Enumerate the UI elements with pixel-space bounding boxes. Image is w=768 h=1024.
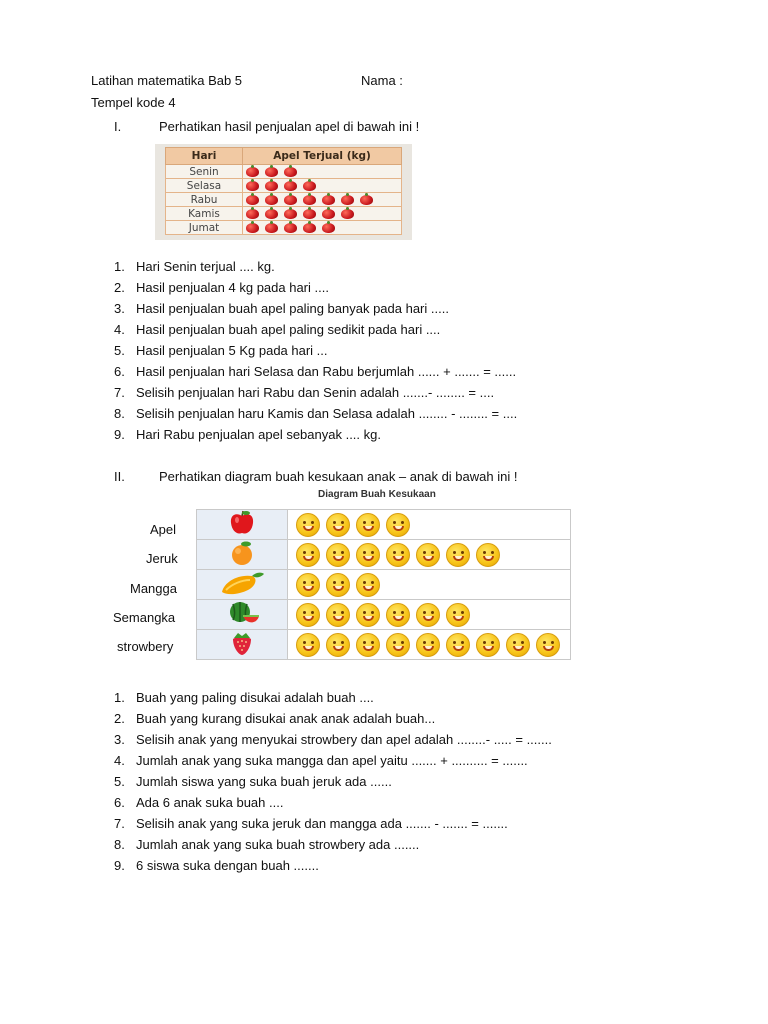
table-cell-day: Selasa <box>166 179 243 193</box>
fruit-label-apel: Apel <box>150 522 177 537</box>
strawberry-icon <box>228 630 256 659</box>
apple-icon <box>303 195 316 205</box>
section1-question-text: Hasil penjualan buah apel paling sedikit pada hari .... <box>136 322 441 337</box>
smiley-icon <box>296 603 320 627</box>
fruit-label-jeruk: Jeruk <box>146 551 178 567</box>
section2-question-text: Selisih anak yang suka jeruk dan mangga ada ....... - ....... = ....... <box>136 816 508 831</box>
apple-icon <box>284 181 297 191</box>
fruit-cell <box>197 570 288 600</box>
section1-question-text: Selisih penjualan haru Kamis dan Selasa adalah ........ - ........ = .... <box>136 406 518 421</box>
smiley-icon <box>506 633 530 657</box>
smiley-icon <box>416 543 440 567</box>
pictogram-row <box>197 630 571 660</box>
smiley-icon <box>356 603 380 627</box>
mango-icon <box>218 570 266 599</box>
pictogram-row <box>197 510 571 540</box>
smiley-icon <box>326 543 350 567</box>
fruit-cell <box>197 540 288 570</box>
code-line: Tempel kode 4 <box>91 95 176 110</box>
section2-question-number: 3. <box>114 732 125 747</box>
fruit-pictogram <box>196 509 571 660</box>
smiley-icon <box>356 633 380 657</box>
section1-question-number: 6. <box>114 364 125 379</box>
section1-question-text: Hasil penjualan 5 Kg pada hari ... <box>136 343 328 358</box>
fruit-cell <box>197 630 288 660</box>
apple-icon <box>322 195 335 205</box>
section1-question-number: 1. <box>114 259 125 274</box>
table-header-apples: Apel Terjual (kg) <box>243 148 402 165</box>
fruit-label-strowbery: strowbery <box>117 639 174 655</box>
section2-question-number: 4. <box>114 753 125 768</box>
smiley-cell <box>288 540 571 570</box>
section1-question-text: Hasil penjualan 4 kg pada hari .... <box>136 280 329 295</box>
table-cell-day: Kamis <box>166 207 243 221</box>
apple-icon <box>246 167 259 177</box>
name-label: Nama : <box>361 73 403 88</box>
smiley-icon <box>356 543 380 567</box>
section2-question-number: 1. <box>114 690 125 705</box>
fruit-cell <box>197 600 288 630</box>
section1-question-text: Hari Senin terjual .... kg. <box>136 259 275 274</box>
apple-icon <box>303 181 316 191</box>
smiley-icon <box>326 603 350 627</box>
table-row <box>166 207 402 221</box>
smiley-icon <box>416 603 440 627</box>
apple-icon <box>265 167 278 177</box>
smiley-icon <box>386 543 410 567</box>
table-cell-day: Rabu <box>166 193 243 207</box>
apple-icon <box>341 209 354 219</box>
table-cell-apples <box>243 221 402 235</box>
smiley-icon <box>356 573 380 597</box>
apple-icon <box>246 195 259 205</box>
apple-icon <box>284 209 297 219</box>
smiley-icon <box>386 633 410 657</box>
apple-icon <box>246 181 259 191</box>
apple-icon <box>284 195 297 205</box>
smiley-icon <box>386 603 410 627</box>
table-cell-apples <box>243 165 402 179</box>
section1-number: I. <box>114 119 122 134</box>
apple-icon <box>265 181 278 191</box>
smiley-cell <box>288 600 571 630</box>
section2-question-text: Jumlah anak yang suka buah strowbery ada ....... <box>136 837 420 852</box>
section2-question-number: 6. <box>114 795 125 810</box>
smiley-icon <box>326 633 350 657</box>
section1-question-text: Hari Rabu penjualan apel sebanyak .... kg. <box>136 427 381 442</box>
smiley-icon <box>386 513 410 537</box>
smiley-icon <box>416 633 440 657</box>
table-cell-apples <box>243 179 402 193</box>
smiley-icon <box>476 543 500 567</box>
apple-icon <box>227 510 257 539</box>
table-row <box>166 221 402 235</box>
table-cell-day: Jumat <box>166 221 243 235</box>
section1-question-number: 5. <box>114 343 125 358</box>
section2-question-number: 8. <box>114 837 125 852</box>
worksheet-title: Latihan matematika Bab 5 <box>91 73 243 88</box>
apple-icon <box>360 195 373 205</box>
smiley-icon <box>356 513 380 537</box>
smiley-icon <box>296 573 320 597</box>
smiley-icon <box>476 633 500 657</box>
fruit-label-semangka: Semangka <box>113 609 176 625</box>
smiley-icon <box>446 633 470 657</box>
table-header-day: Hari <box>166 148 243 165</box>
apple-icon <box>246 223 259 233</box>
apple-icon <box>265 209 278 219</box>
apple-icon <box>284 223 297 233</box>
section1-question-number: 7. <box>114 385 125 400</box>
section2-question-text: Buah yang kurang disukai anak anak adalah buah... <box>136 711 436 726</box>
table-cell-day: Senin <box>166 165 243 179</box>
smiley-icon <box>536 633 560 657</box>
section2-question-text: 6 siswa suka dengan buah ....... <box>136 858 319 873</box>
table-row <box>166 193 402 207</box>
section2-number: II. <box>114 469 125 484</box>
fruit-cell <box>197 510 288 540</box>
pictogram-row <box>197 570 571 600</box>
apple-icon <box>246 209 259 219</box>
apple-icon <box>303 223 316 233</box>
section1-question-text: Hasil penjualan hari Selasa dan Rabu berjumlah ...... + ....... = ...... <box>136 364 517 379</box>
apple-icon <box>265 195 278 205</box>
apple-icon <box>303 209 316 219</box>
table-row <box>166 165 402 179</box>
smiley-icon <box>296 543 320 567</box>
section1-instruction: Perhatikan hasil penjualan apel di bawah ini ! <box>159 119 420 134</box>
table-cell-apples <box>243 207 402 221</box>
table-row <box>166 179 402 193</box>
section2-question-text: Jumlah siswa yang suka buah jeruk ada ...... <box>136 774 392 789</box>
fruit-label-mangga: Mangga <box>130 580 177 596</box>
section2-question-text: Buah yang paling disukai adalah buah .... <box>136 690 374 705</box>
section2-question-number: 7. <box>114 816 125 831</box>
section1-question-number: 4. <box>114 322 125 337</box>
section1-question-number: 2. <box>114 280 125 295</box>
pictogram-row <box>197 540 571 570</box>
pictogram-row <box>197 600 571 630</box>
smiley-icon <box>326 513 350 537</box>
smiley-icon <box>446 543 470 567</box>
watermelon-icon <box>223 600 261 629</box>
section2-question-text: Selisih anak yang menyukai strowbery dan apel adalah ........- ..... = ....... <box>136 732 552 747</box>
smiley-cell <box>288 510 571 540</box>
section2-question-number: 2. <box>114 711 125 726</box>
section2-question-text: Ada 6 anak suka buah .... <box>136 795 284 810</box>
section1-question-number: 9. <box>114 427 125 442</box>
apple-icon <box>284 167 297 177</box>
smiley-cell <box>288 630 571 660</box>
apple-icon <box>265 223 278 233</box>
section2-instruction: Perhatikan diagram buah kesukaan anak – anak di bawah ini ! <box>159 469 518 484</box>
section1-question-text: Hasil penjualan buah apel paling banyak pada hari ..... <box>136 301 449 316</box>
apple-icon <box>322 223 335 233</box>
apple-sales-table <box>165 147 402 235</box>
section1-question-number: 3. <box>114 301 125 316</box>
smiley-icon <box>296 513 320 537</box>
apple-icon <box>322 209 335 219</box>
orange-icon <box>226 540 258 569</box>
section2-question-text: Jumlah anak yang suka mangga dan apel yaitu ....... + .......... = ....... <box>136 753 528 768</box>
section1-question-number: 8. <box>114 406 125 421</box>
section2-question-number: 9. <box>114 858 125 873</box>
apple-icon <box>341 195 354 205</box>
apple-sales-table-image <box>155 144 412 240</box>
smiley-icon <box>446 603 470 627</box>
diagram-title: Diagram Buah Kesukaan <box>318 489 436 500</box>
section2-question-number: 5. <box>114 774 125 789</box>
table-cell-apples <box>243 193 402 207</box>
section1-question-text: Selisih penjualan hari Rabu dan Senin adalah .......- ........ = .... <box>136 385 495 400</box>
smiley-cell <box>288 570 571 600</box>
smiley-icon <box>326 573 350 597</box>
smiley-icon <box>296 633 320 657</box>
